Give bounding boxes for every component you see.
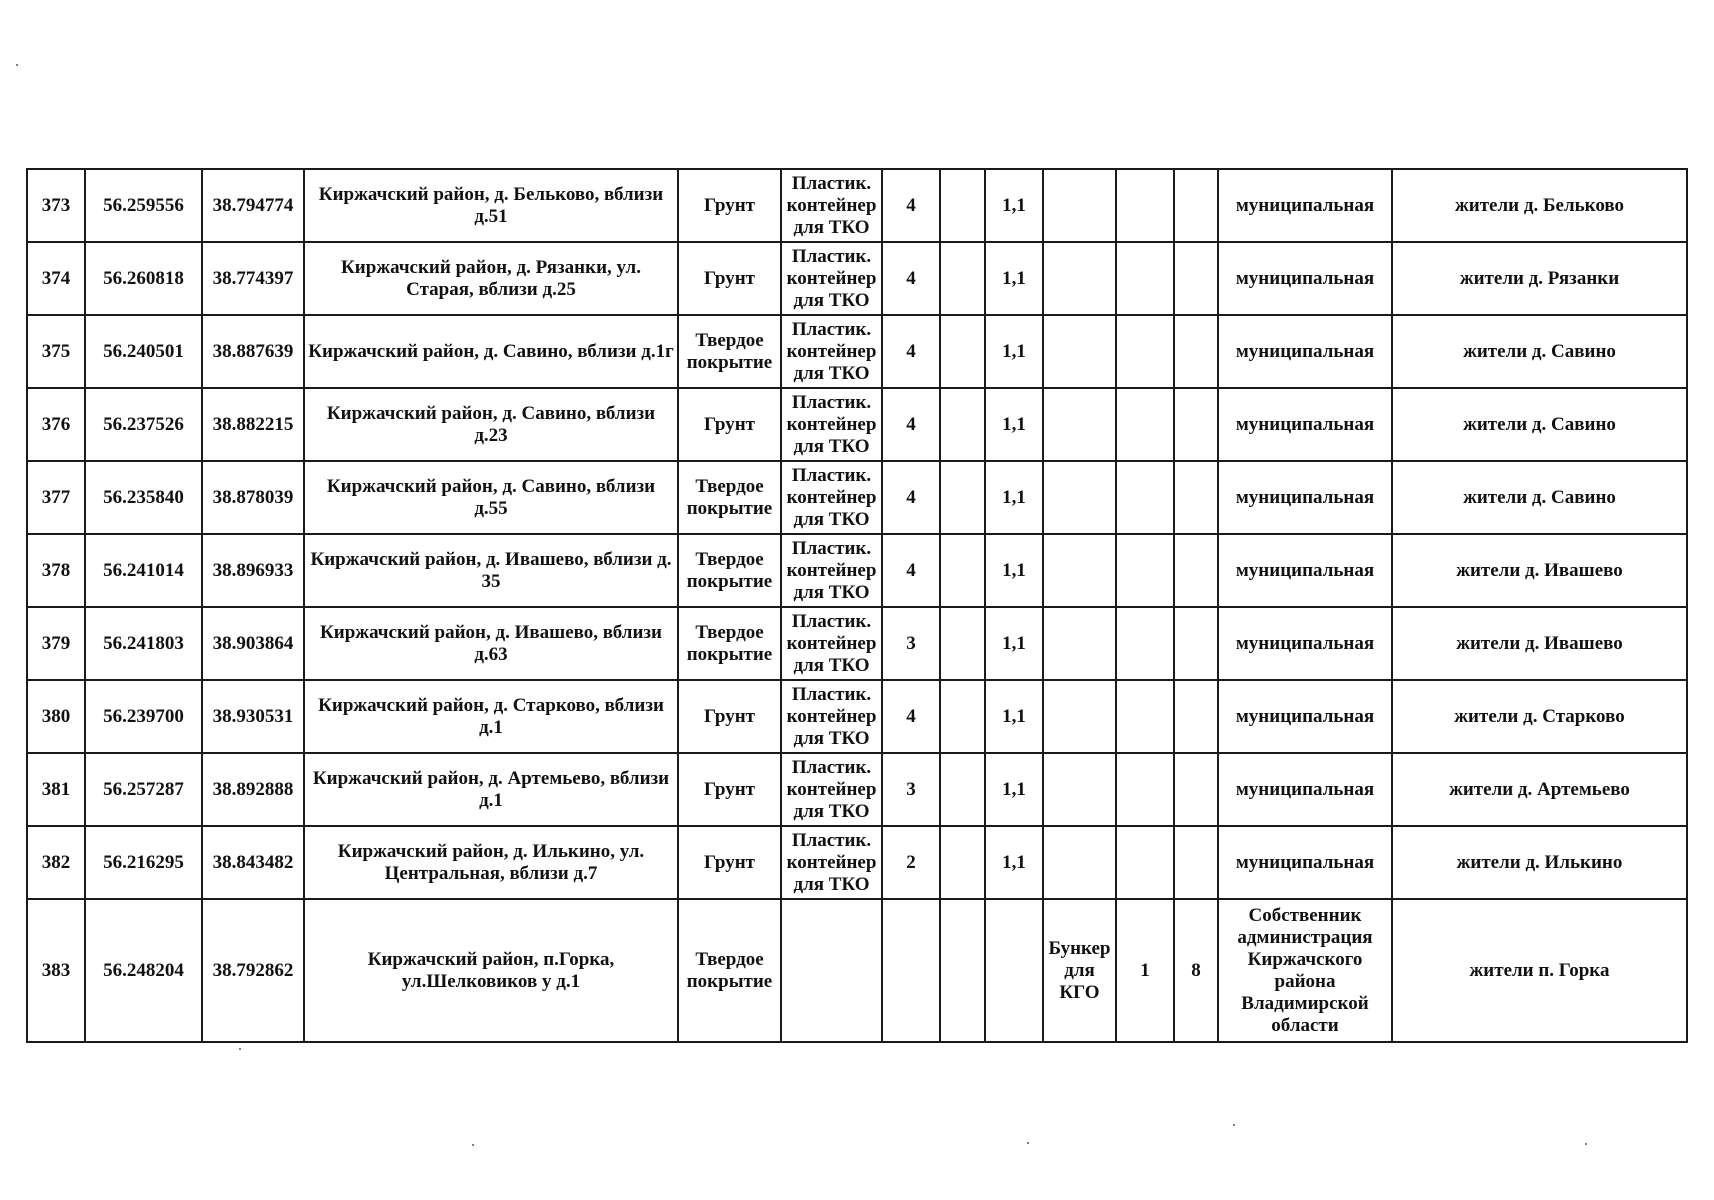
cell-container-volume: 1,1 — [985, 753, 1043, 826]
cell-bunker-type — [1043, 753, 1116, 826]
cell-container-volume: 1,1 — [985, 534, 1043, 607]
cell-number: 376 — [27, 388, 85, 461]
cell-bunker-volume — [1174, 534, 1218, 607]
cell-container-count: 4 — [882, 388, 940, 461]
cell-bunker-count — [1116, 461, 1174, 534]
cell-residents: жители д. Рязанки — [1392, 242, 1687, 315]
cell-container-volume: 1,1 — [985, 169, 1043, 242]
cell-owner: муниципальная — [1218, 680, 1392, 753]
scan-speck — [1233, 1124, 1235, 1126]
cell-address: Киржачский район, д. Ивашево, вблизи д. 35 — [304, 534, 678, 607]
cell-container-type: Пластик. контейнер для ТКО — [781, 826, 882, 899]
cell-container-count: 4 — [882, 534, 940, 607]
cell-bunker-count — [1116, 534, 1174, 607]
cell-container-count: 4 — [882, 169, 940, 242]
cell-residents: жители д. Илькино — [1392, 826, 1687, 899]
cell-bunker-count — [1116, 242, 1174, 315]
cell-residents: жители д. Савино — [1392, 461, 1687, 534]
table-body — [27, 169, 1687, 1042]
cell-number: 377 — [27, 461, 85, 534]
cell-empty — [940, 534, 985, 607]
cell-residents: жители д. Ивашево — [1392, 534, 1687, 607]
cell-owner: муниципальная — [1218, 753, 1392, 826]
cell-empty — [940, 169, 985, 242]
cell-longitude: 38.794774 — [202, 169, 304, 242]
cell-container-type: Пластик. контейнер для ТКО — [781, 680, 882, 753]
cell-longitude: 38.882215 — [202, 388, 304, 461]
cell-latitude: 56.240501 — [85, 315, 202, 388]
cell-container-volume: 1,1 — [985, 315, 1043, 388]
cell-empty — [940, 680, 985, 753]
cell-number: 381 — [27, 753, 85, 826]
cell-residents: жители д. Артемьево — [1392, 753, 1687, 826]
cell-bunker-type — [1043, 826, 1116, 899]
cell-bunker-volume — [1174, 753, 1218, 826]
cell-empty — [940, 826, 985, 899]
cell-container-count: 3 — [882, 607, 940, 680]
cell-container-type: Пластик. контейнер для ТКО — [781, 607, 882, 680]
table-row — [27, 461, 1687, 534]
cell-address: Киржачский район, д. Бельково, вблизи д.51 — [304, 169, 678, 242]
cell-address: Киржачский район, д. Илькино, ул. Центральная, вблизи д.7 — [304, 826, 678, 899]
cell-longitude: 38.930531 — [202, 680, 304, 753]
cell-latitude: 56.257287 — [85, 753, 202, 826]
cell-empty — [940, 607, 985, 680]
cell-bunker-count — [1116, 315, 1174, 388]
cell-residents: жители д. Старково — [1392, 680, 1687, 753]
table-row — [27, 826, 1687, 899]
cell-container-count: 4 — [882, 680, 940, 753]
scan-speck — [16, 64, 18, 66]
cell-latitude: 56.248204 — [85, 899, 202, 1042]
cell-surface: Твердое покрытие — [678, 461, 781, 534]
cell-container-count: 2 — [882, 826, 940, 899]
cell-address: Киржачский район, д. Артемьево, вблизи д.1 — [304, 753, 678, 826]
cell-owner: муниципальная — [1218, 242, 1392, 315]
cell-bunker-volume — [1174, 826, 1218, 899]
cell-bunker-volume — [1174, 242, 1218, 315]
cell-address: Киржачский район, д. Ивашево, вблизи д.63 — [304, 607, 678, 680]
cell-empty — [940, 242, 985, 315]
cell-longitude: 38.896933 — [202, 534, 304, 607]
cell-empty — [940, 388, 985, 461]
cell-container-volume: 1,1 — [985, 461, 1043, 534]
cell-residents: жители п. Горка — [1392, 899, 1687, 1042]
cell-bunker-count — [1116, 388, 1174, 461]
cell-bunker-type — [1043, 680, 1116, 753]
cell-container-type: Пластик. контейнер для ТКО — [781, 169, 882, 242]
cell-latitude: 56.259556 — [85, 169, 202, 242]
cell-bunker-volume — [1174, 461, 1218, 534]
cell-empty — [940, 899, 985, 1042]
cell-longitude: 38.774397 — [202, 242, 304, 315]
cell-latitude: 56.237526 — [85, 388, 202, 461]
cell-owner: муниципальная — [1218, 315, 1392, 388]
cell-bunker-type — [1043, 315, 1116, 388]
cell-bunker-type — [1043, 607, 1116, 680]
cell-bunker-type — [1043, 534, 1116, 607]
cell-container-volume: 1,1 — [985, 680, 1043, 753]
table-row — [27, 315, 1687, 388]
cell-residents: жители д. Ивашево — [1392, 607, 1687, 680]
cell-longitude: 38.892888 — [202, 753, 304, 826]
table-row — [27, 753, 1687, 826]
cell-address: Киржачский район, д. Савино, вблизи д.1г — [304, 315, 678, 388]
cell-surface: Твердое покрытие — [678, 534, 781, 607]
cell-container-count — [882, 899, 940, 1042]
cell-longitude: 38.878039 — [202, 461, 304, 534]
cell-address: Киржачский район, д. Савино, вблизи д.23 — [304, 388, 678, 461]
table-row — [27, 169, 1687, 242]
cell-latitude: 56.260818 — [85, 242, 202, 315]
cell-container-type: Пластик. контейнер для ТКО — [781, 534, 882, 607]
cell-bunker-volume — [1174, 388, 1218, 461]
cell-number: 378 — [27, 534, 85, 607]
cell-owner: Собственник администрация Киржачского района Владимирской области — [1218, 899, 1392, 1042]
cell-bunker-type — [1043, 461, 1116, 534]
cell-bunker-count: 1 — [1116, 899, 1174, 1042]
cell-bunker-type — [1043, 388, 1116, 461]
cell-longitude: 38.887639 — [202, 315, 304, 388]
cell-bunker-volume: 8 — [1174, 899, 1218, 1042]
cell-owner: муниципальная — [1218, 388, 1392, 461]
cell-container-type — [781, 899, 882, 1042]
cell-number: 380 — [27, 680, 85, 753]
scan-speck — [1585, 1143, 1587, 1145]
cell-container-volume: 1,1 — [985, 826, 1043, 899]
cell-number: 373 — [27, 169, 85, 242]
cell-bunker-volume — [1174, 607, 1218, 680]
cell-address: Киржачский район, д. Рязанки, ул. Старая, вблизи д.25 — [304, 242, 678, 315]
cell-latitude: 56.216295 — [85, 826, 202, 899]
cell-address: Киржачский район, д. Старково, вблизи д.1 — [304, 680, 678, 753]
cell-owner: муниципальная — [1218, 461, 1392, 534]
cell-number: 382 — [27, 826, 85, 899]
cell-owner: муниципальная — [1218, 607, 1392, 680]
cell-owner: муниципальная — [1218, 826, 1392, 899]
cell-bunker-count — [1116, 826, 1174, 899]
cell-container-type: Пластик. контейнер для ТКО — [781, 461, 882, 534]
scan-speck — [239, 1048, 241, 1050]
cell-container-count: 3 — [882, 753, 940, 826]
cell-latitude: 56.241014 — [85, 534, 202, 607]
table-row — [27, 607, 1687, 680]
cell-container-count: 4 — [882, 461, 940, 534]
cell-number: 374 — [27, 242, 85, 315]
table-row — [27, 242, 1687, 315]
cell-container-volume — [985, 899, 1043, 1042]
cell-container-volume: 1,1 — [985, 242, 1043, 315]
table-row — [27, 680, 1687, 753]
waste-sites-table — [26, 168, 1688, 1043]
cell-container-volume: 1,1 — [985, 607, 1043, 680]
cell-container-volume: 1,1 — [985, 388, 1043, 461]
cell-bunker-count — [1116, 680, 1174, 753]
cell-surface: Твердое покрытие — [678, 899, 781, 1042]
cell-bunker-type: Бункер для КГО — [1043, 899, 1116, 1042]
registry-sheet — [26, 168, 1686, 1043]
cell-residents: жители д. Савино — [1392, 315, 1687, 388]
cell-surface: Грунт — [678, 680, 781, 753]
cell-address: Киржачский район, п.Горка, ул.Шелковиков у д.1 — [304, 899, 678, 1042]
cell-number: 379 — [27, 607, 85, 680]
scan-speck — [472, 1144, 474, 1146]
cell-residents: жители д. Бельково — [1392, 169, 1687, 242]
cell-address: Киржачский район, д. Савино, вблизи д.55 — [304, 461, 678, 534]
cell-surface: Твердое покрытие — [678, 315, 781, 388]
cell-surface: Грунт — [678, 753, 781, 826]
cell-longitude: 38.792862 — [202, 899, 304, 1042]
cell-surface: Твердое покрытие — [678, 607, 781, 680]
cell-bunker-volume — [1174, 169, 1218, 242]
cell-container-count: 4 — [882, 242, 940, 315]
cell-surface: Грунт — [678, 826, 781, 899]
cell-longitude: 38.903864 — [202, 607, 304, 680]
cell-number: 383 — [27, 899, 85, 1042]
cell-empty — [940, 753, 985, 826]
cell-owner: муниципальная — [1218, 169, 1392, 242]
cell-bunker-volume — [1174, 680, 1218, 753]
cell-bunker-type — [1043, 169, 1116, 242]
cell-bunker-count — [1116, 169, 1174, 242]
cell-empty — [940, 315, 985, 388]
cell-latitude: 56.235840 — [85, 461, 202, 534]
scan-speck — [1027, 1142, 1029, 1144]
table-row — [27, 388, 1687, 461]
cell-latitude: 56.239700 — [85, 680, 202, 753]
cell-bunker-count — [1116, 753, 1174, 826]
cell-surface: Грунт — [678, 242, 781, 315]
cell-empty — [940, 461, 985, 534]
cell-container-type: Пластик. контейнер для ТКО — [781, 388, 882, 461]
cell-surface: Грунт — [678, 388, 781, 461]
cell-container-count: 4 — [882, 315, 940, 388]
cell-bunker-count — [1116, 607, 1174, 680]
cell-container-type: Пластик. контейнер для ТКО — [781, 242, 882, 315]
cell-owner: муниципальная — [1218, 534, 1392, 607]
cell-bunker-type — [1043, 242, 1116, 315]
cell-surface: Грунт — [678, 169, 781, 242]
cell-number: 375 — [27, 315, 85, 388]
cell-residents: жители д. Савино — [1392, 388, 1687, 461]
cell-longitude: 38.843482 — [202, 826, 304, 899]
table-row — [27, 899, 1687, 1042]
table-row — [27, 534, 1687, 607]
cell-container-type: Пластик. контейнер для ТКО — [781, 315, 882, 388]
cell-container-type: Пластик. контейнер для ТКО — [781, 753, 882, 826]
cell-bunker-volume — [1174, 315, 1218, 388]
cell-latitude: 56.241803 — [85, 607, 202, 680]
